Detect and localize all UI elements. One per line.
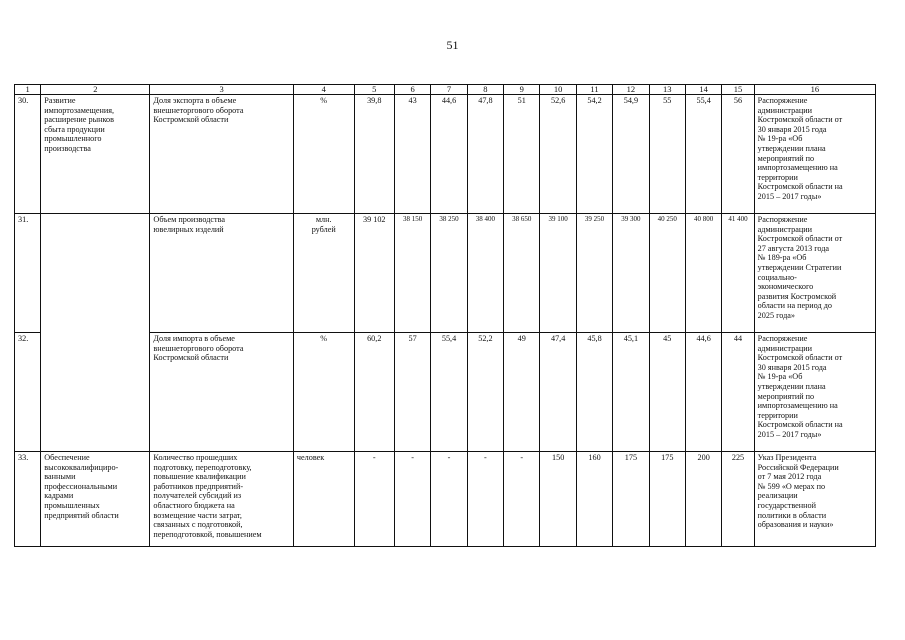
header-cell: 4	[293, 85, 354, 95]
header-cell: 1	[15, 85, 41, 95]
header-cell: 2	[41, 85, 150, 95]
header-cell: 8	[467, 85, 503, 95]
value-cell: 175	[649, 452, 685, 547]
header-row	[15, 85, 876, 95]
value-cell: 39 300	[613, 214, 649, 333]
indicators-table	[14, 84, 876, 547]
row-number: 33.	[15, 452, 41, 547]
table-row	[15, 214, 876, 333]
value-cell: 44,6	[431, 95, 467, 214]
value-cell: -	[394, 452, 430, 547]
value-cell: -	[431, 452, 467, 547]
document-cell: Указ Президента Российской Федерации от 7 мая 2012 года № 599 «О мерах по реализации государственной политики в области образования и науки»	[754, 452, 875, 547]
row-number: 31.	[15, 214, 41, 333]
value-cell: 60,2	[354, 333, 394, 452]
value-cell: 47,8	[467, 95, 503, 214]
value-cell: 40 800	[685, 214, 721, 333]
header-cell: 9	[504, 85, 540, 95]
value-cell: 45,1	[613, 333, 649, 452]
value-cell: 55,4	[685, 95, 721, 214]
value-cell: 43	[394, 95, 430, 214]
value-cell: 150	[540, 452, 576, 547]
value-cell: 54,9	[613, 95, 649, 214]
unit-cell: млн. рублей	[293, 214, 354, 333]
unit-cell: человек	[293, 452, 354, 547]
task-cell: Обеспечение высококвалифициро- ванными профессиональными кадрами промышленных предприятий области	[41, 452, 150, 547]
value-cell: 45	[649, 333, 685, 452]
value-cell: 160	[576, 452, 612, 547]
value-cell: 47,4	[540, 333, 576, 452]
value-cell: 52,2	[467, 333, 503, 452]
value-cell: 44	[722, 333, 754, 452]
table-row	[15, 333, 876, 452]
value-cell: 39 100	[540, 214, 576, 333]
table-row	[15, 452, 876, 547]
value-cell: 45,8	[576, 333, 612, 452]
value-cell: 39 102	[354, 214, 394, 333]
page-number: 51	[446, 38, 459, 52]
row-number: 32.	[15, 333, 41, 452]
value-cell: 38 400	[467, 214, 503, 333]
task-cell-empty	[41, 214, 150, 333]
value-cell: 44,6	[685, 333, 721, 452]
header-cell: 14	[685, 85, 721, 95]
table-row	[15, 95, 876, 214]
value-cell: 175	[613, 452, 649, 547]
value-cell: 225	[722, 452, 754, 547]
value-cell: 55,4	[431, 333, 467, 452]
unit-cell: %	[293, 333, 354, 452]
header-cell: 11	[576, 85, 612, 95]
value-cell: 52,6	[540, 95, 576, 214]
value-cell: 55	[649, 95, 685, 214]
value-cell: 39,8	[354, 95, 394, 214]
unit-cell: %	[293, 95, 354, 214]
document-cell: Распоряжение администрации Костромской области от 30 января 2015 года № 19-ра «Об утверждении плана мероприятий по импортозамещению на территории Костромской области на 2015 – 2017 годы»	[754, 95, 875, 214]
value-cell: -	[354, 452, 394, 547]
header-cell: 10	[540, 85, 576, 95]
value-cell: 51	[504, 95, 540, 214]
value-cell: 56	[722, 95, 754, 214]
header-cell: 3	[150, 85, 294, 95]
header-cell: 7	[431, 85, 467, 95]
value-cell: 38 250	[431, 214, 467, 333]
value-cell: 57	[394, 333, 430, 452]
value-cell: 38 650	[504, 214, 540, 333]
task-cell-empty	[41, 333, 150, 452]
value-cell: 200	[685, 452, 721, 547]
value-cell: 40 250	[649, 214, 685, 333]
indicator-cell: Доля экспорта в объеме внешнеторгового оборота Костромской области	[150, 95, 294, 214]
value-cell: -	[504, 452, 540, 547]
header-cell: 6	[394, 85, 430, 95]
value-cell: 39 250	[576, 214, 612, 333]
document-cell: Распоряжение администрации Костромской области от 30 января 2015 года № 19-ра «Об утверждении плана мероприятий по импортозамещению на территории Костромской области на 2015 – 2017 годы»	[754, 333, 875, 452]
indicator-cell: Объем производства ювелирных изделий	[150, 214, 294, 333]
indicator-cell: Доля импорта в объеме внешнеторгового оборота Костромской области	[150, 333, 294, 452]
header-cell: 12	[613, 85, 649, 95]
value-cell: 49	[504, 333, 540, 452]
row-number: 30.	[15, 95, 41, 214]
header-cell: 16	[754, 85, 875, 95]
task-cell: Развитие импортозамещения, расширение рынков сбыта продукции промышленного производства	[41, 95, 150, 214]
indicator-cell: Количество прошедших подготовку, переподготовку, повышение квалификации работников предприятий- получателей субсидий из областного бюджета на возмещение части затрат, связанных с подготовкой, переподготовкой, повышением	[150, 452, 294, 547]
header-cell: 5	[354, 85, 394, 95]
value-cell: -	[467, 452, 503, 547]
value-cell: 41 400	[722, 214, 754, 333]
value-cell: 54,2	[576, 95, 612, 214]
document-cell: Распоряжение администрации Костромской области от 27 августа 2013 года № 189-ра «Об утверждении Стратегии социально- экономического развития Костромской области на период до 2025 года»	[754, 214, 875, 333]
header-cell: 15	[722, 85, 754, 95]
value-cell: 38 150	[394, 214, 430, 333]
header-cell: 13	[649, 85, 685, 95]
